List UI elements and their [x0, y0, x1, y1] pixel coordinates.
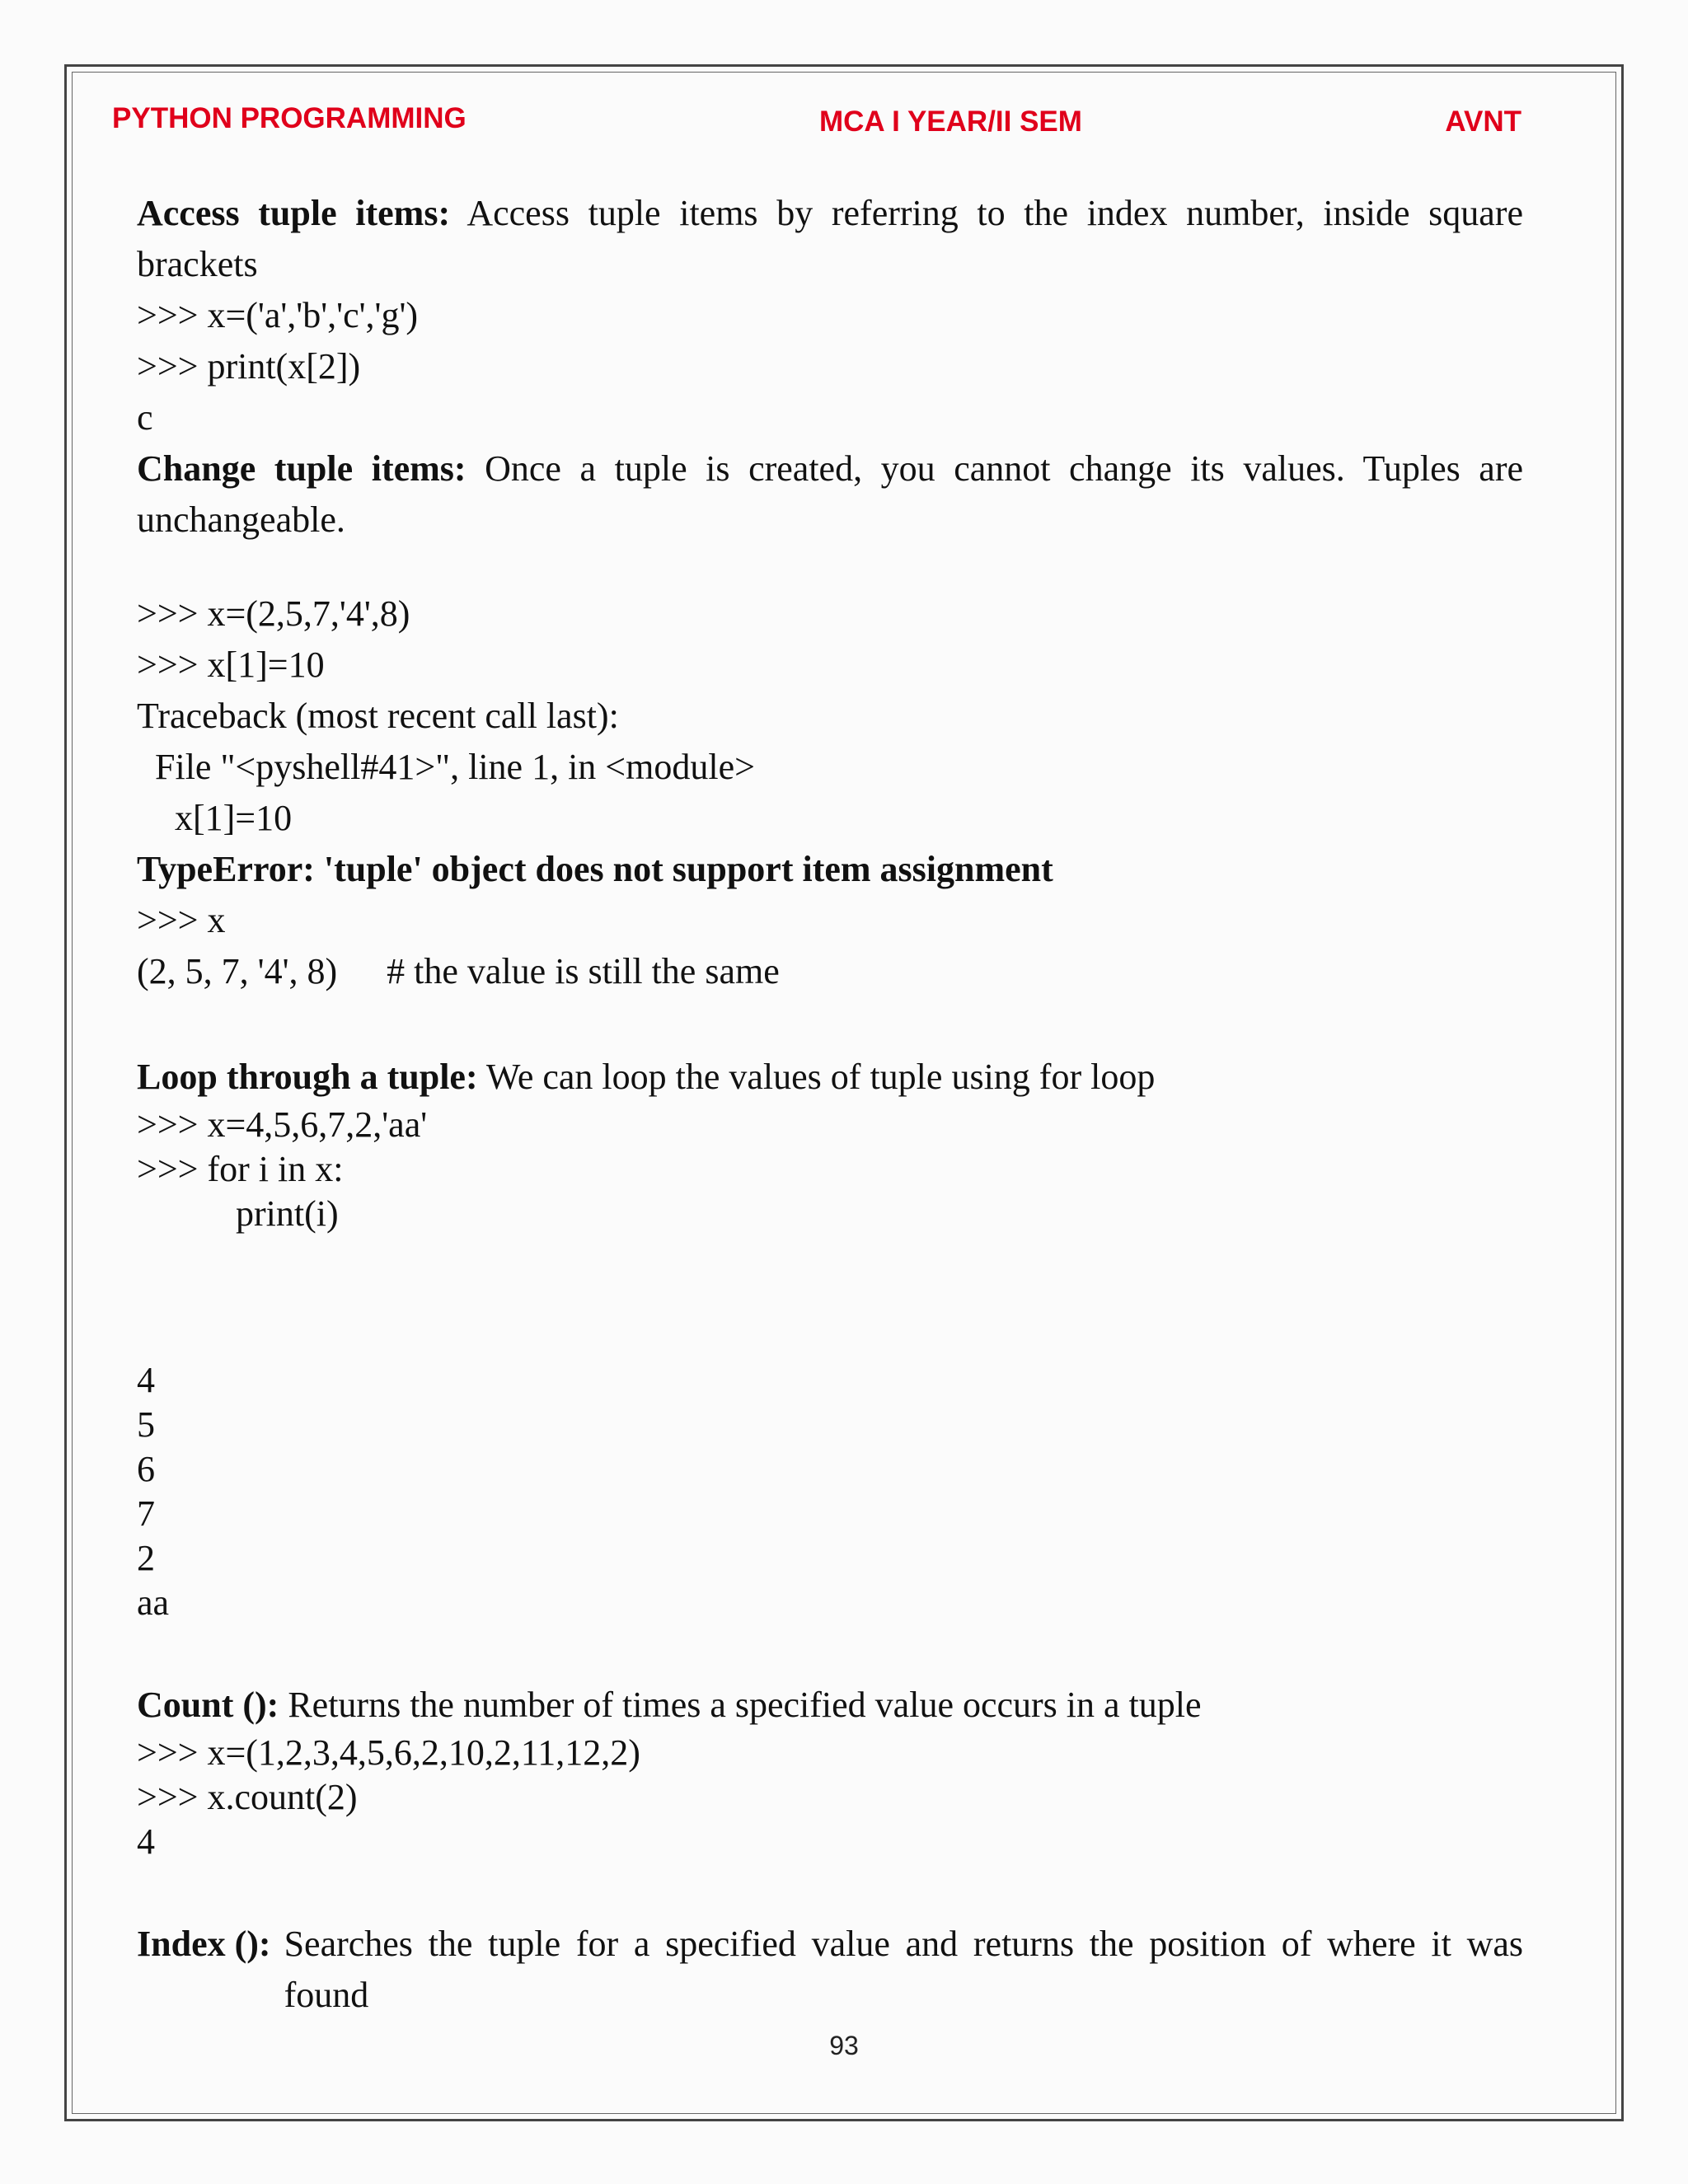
- header-course-title: PYTHON PROGRAMMING: [112, 102, 467, 134]
- spacer: [137, 1315, 1523, 1358]
- access-code-output: c: [137, 397, 153, 438]
- count-paragraph: [137, 1680, 1523, 1731]
- index-paragraph: [137, 1919, 1523, 2021]
- loop-code-line: >>> x=4,5,6,7,2,'aa': [137, 1104, 428, 1145]
- loop-output-item: 6: [137, 1449, 155, 1489]
- loop-output-item: 2: [137, 1538, 155, 1578]
- change-comment: # the value is still the same: [387, 951, 780, 991]
- change-text: Once a tuple is created, you cannot change its values. Tuples are unchangeable.: [137, 448, 1523, 540]
- loop-output-item: 7: [137, 1493, 155, 1534]
- spacer: [137, 1236, 1523, 1315]
- access-code-line: >>> x=('a','b','c','g'): [137, 295, 419, 335]
- type-error-line: TypeError: 'tuple' object does not support item assignment: [137, 849, 1053, 889]
- access-code-line: >>> print(x[2]): [137, 346, 361, 387]
- page-number: 93: [829, 2031, 859, 2060]
- count-result: 4: [137, 1821, 155, 1862]
- loop-output-item: aa: [137, 1582, 170, 1623]
- loop-heading: Loop through a tuple:: [137, 1057, 478, 1097]
- index-text: Searches the tuple for a specified value and returns the position of where it was found: [284, 1924, 1523, 2015]
- change-result-line: [137, 946, 1523, 997]
- page-content: [137, 188, 1523, 2021]
- change-code-line: >>> x[1]=10: [137, 644, 325, 685]
- change-result: (2, 5, 7, '4', 8): [137, 951, 338, 991]
- index-heading: Index ():: [137, 1924, 271, 1964]
- change-code-line: >>> x: [137, 900, 226, 940]
- change-code-line: >>> x=(2,5,7,'4',8): [137, 593, 410, 634]
- spacer: [137, 1864, 1523, 1919]
- spacer: [137, 1625, 1523, 1680]
- count-text: Returns the number of times a specified value occurs in a tuple: [279, 1685, 1202, 1725]
- header-program: MCA I YEAR/II SEM: [819, 105, 1082, 138]
- loop-output-item: 4: [137, 1360, 155, 1400]
- loop-text: We can loop the values of tuple using for loop: [477, 1057, 1156, 1097]
- loop-paragraph: [137, 1052, 1523, 1103]
- traceback-line: Traceback (most recent call last):: [137, 696, 619, 736]
- traceback-statement: x[1]=10: [175, 798, 293, 838]
- loop-code-line: print(i): [236, 1193, 339, 1234]
- traceback-file-line: File "<pyshell#41>", line 1, in <module>: [155, 747, 755, 787]
- change-paragraph: [137, 443, 1523, 546]
- spacer: [137, 997, 1523, 1052]
- count-code-line: >>> x=(1,2,3,4,5,6,2,10,2,11,12,2): [137, 1732, 640, 1773]
- change-heading: Change tuple items:: [137, 448, 467, 489]
- access-paragraph: [137, 188, 1523, 290]
- header-institution: AVNT: [1445, 105, 1522, 138]
- count-heading: Count ():: [137, 1685, 279, 1725]
- page-header: [112, 102, 1522, 143]
- access-heading: Access tuple items:: [137, 193, 451, 233]
- count-code-line: >>> x.count(2): [137, 1777, 358, 1817]
- spacer: [137, 546, 1523, 588]
- loop-output-item: 5: [137, 1404, 155, 1445]
- access-text: Access tuple items by referring to the index number, inside square brackets: [137, 193, 1523, 284]
- loop-code-line: >>> for i in x:: [137, 1149, 344, 1189]
